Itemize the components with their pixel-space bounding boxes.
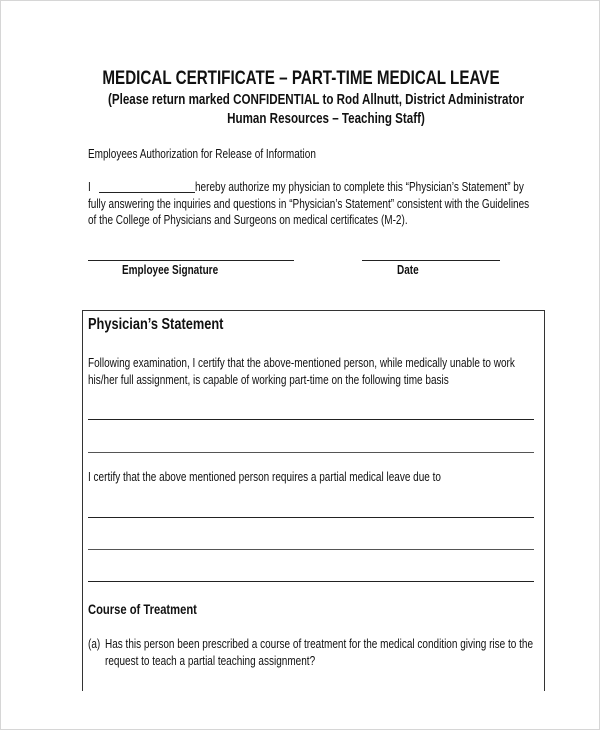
- item-a-line-1: Has this person been prescribed a course of treatment for the medical condition giving rise to the: [105, 637, 534, 651]
- leave-reason-line-1[interactable]: [88, 517, 534, 518]
- item-a-marker: (a): [88, 637, 101, 651]
- subtitle-line-2: Human Resources – Teaching Staff): [227, 111, 425, 127]
- authorization-prefix: I: [88, 180, 91, 194]
- date-line[interactable]: [362, 260, 500, 261]
- course-of-treatment-heading: Course of Treatment: [88, 601, 197, 617]
- authorization-line-3: of the College of Physicians and Surgeons on medical certificates (M-2).: [88, 213, 408, 227]
- authorization-line-1: hereby authorize my physician to complete this “Physician’s Statement” by: [195, 180, 524, 194]
- authorization-heading: Employees Authorization for Release of Information: [88, 147, 316, 161]
- leave-reason-line-2[interactable]: [88, 549, 534, 550]
- subtitle-line-1: (Please return marked CONFIDENTIAL to Rod Allnutt, District Administrator: [108, 92, 524, 108]
- authorization-line-2: fully answering the inquiries and questions in “Physician’s Statement” consistent with the Guidelines: [88, 197, 530, 211]
- date-label: Date: [397, 263, 419, 277]
- physician-para1-line-1: Following examination, I certify that the above-mentioned person, while medically unable to work: [88, 356, 515, 370]
- leave-reason-line-3[interactable]: [88, 581, 534, 582]
- physician-para2: I certify that the above mentioned person requires a partial medical leave due to: [88, 470, 441, 484]
- document-title: MEDICAL CERTIFICATE – PART-TIME MEDICAL LEAVE: [102, 68, 500, 89]
- employee-signature-label: Employee Signature: [122, 263, 219, 277]
- item-a-line-2: request to teach a partial teaching assignment?: [105, 654, 316, 668]
- employee-signature-line[interactable]: [88, 260, 294, 261]
- physician-para1-line-2: his/her full assignment, is capable of working part-time on the following time basis: [88, 373, 449, 387]
- time-basis-line-2[interactable]: [88, 452, 534, 453]
- physician-statement-heading: Physician’s Statement: [88, 316, 224, 333]
- time-basis-line-1[interactable]: [88, 419, 534, 420]
- employee-name-field[interactable]: [99, 192, 195, 193]
